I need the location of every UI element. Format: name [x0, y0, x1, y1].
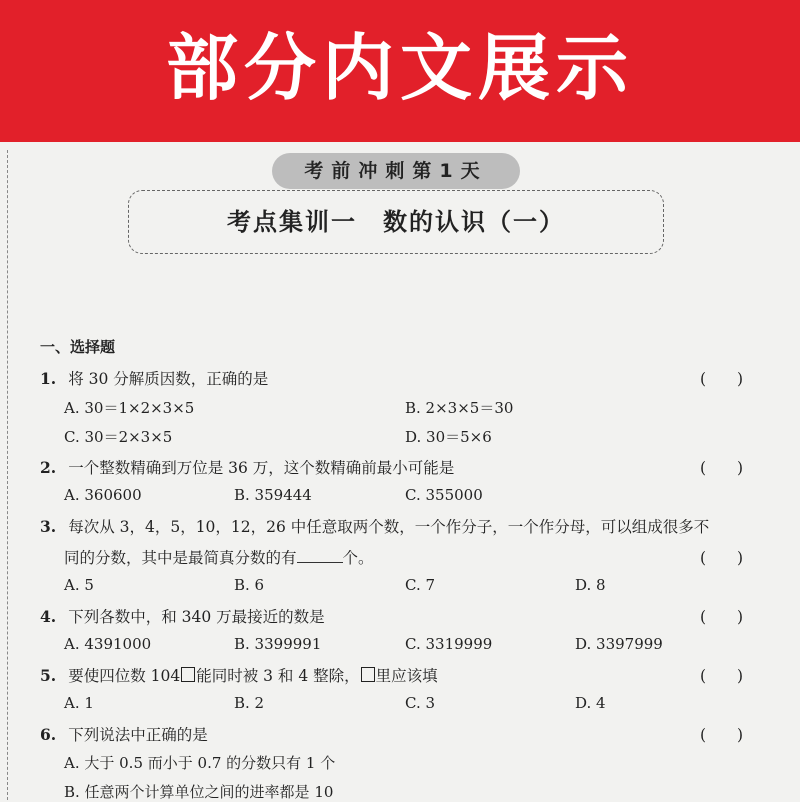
margin-dashed-line — [7, 150, 8, 800]
question-text: 里应该填 — [375, 667, 438, 685]
question-number: 3. — [40, 517, 57, 536]
question-number: 6. — [40, 725, 57, 744]
option-b: B. 任意两个计算单位之间的进率都是 10 — [64, 783, 334, 801]
promo-banner — [0, 0, 800, 142]
question-number: 5. — [40, 666, 57, 685]
option-d: D. 4 — [575, 694, 606, 712]
option-c: C. 3319999 — [405, 635, 493, 653]
option-c: C. 30＝2×3×5 — [64, 428, 173, 446]
answer-blank — [297, 548, 343, 563]
answer-paren: ( ) — [700, 549, 744, 567]
question-text: 每次从 3，4，5，10，12，26 中任意取两个数，一个作分子，一个作分母，可以组成很多不 — [68, 518, 710, 536]
answer-paren: ( ) — [700, 608, 744, 626]
option-a: A. 360600 — [64, 486, 142, 504]
question-3 — [40, 515, 709, 537]
option-b: B. 6 — [234, 576, 265, 594]
question-text: 同的分数，其中是最简真分数的有 — [64, 549, 297, 567]
option-b: B. 3399991 — [234, 635, 322, 653]
question-number: 1. — [40, 369, 57, 388]
section-title: 一、选择题 — [40, 338, 116, 356]
option-b: B. 359444 — [234, 486, 312, 504]
question-text: 要使四位数 104 — [68, 667, 181, 685]
option-d: D. 8 — [575, 576, 606, 594]
question-5 — [40, 664, 438, 686]
option-a: A. 30＝1×2×3×5 — [64, 399, 195, 417]
option-a: A. 4391000 — [64, 635, 152, 653]
question-text: 一个整数精确到万位是 36 万，这个数精确前最小可能是 — [68, 459, 455, 477]
question-text: 下列各数中，和 340 万最接近的数是 — [68, 608, 325, 626]
answer-paren: ( ) — [700, 667, 744, 685]
blank-box-icon — [361, 667, 375, 682]
blank-box-icon — [181, 667, 195, 682]
question-2 — [40, 456, 454, 478]
question-number: 2. — [40, 458, 57, 477]
option-c: C. 7 — [405, 576, 436, 594]
option-c: C. 3 — [405, 694, 436, 712]
question-text: 能同时被 3 和 4 整除， — [196, 667, 360, 685]
question-number: 4. — [40, 607, 57, 626]
option-c: C. 355000 — [405, 486, 483, 504]
option-d: D. 30＝5×6 — [405, 428, 492, 446]
option-a: A. 大于 0.5 而小于 0.7 的分数只有 1 个 — [64, 754, 336, 772]
question-4 — [40, 605, 325, 627]
answer-paren: ( ) — [700, 726, 744, 744]
topic-heading-box — [128, 190, 664, 254]
answer-paren: ( ) — [700, 459, 744, 477]
option-a: A. 1 — [64, 694, 94, 712]
question-text: 个。 — [342, 549, 374, 567]
option-b: B. 2 — [234, 694, 265, 712]
option-b: B. 2×3×5＝30 — [405, 399, 514, 417]
banner-title: 部分内文展示 — [165, 26, 634, 110]
topic-heading: 考点集训一 数的认识（一） — [227, 208, 565, 236]
question-text: 将 30 分解质因数，正确的是 — [68, 370, 269, 388]
question-6 — [40, 723, 208, 745]
answer-paren: ( ) — [700, 370, 744, 388]
option-d: D. 3397999 — [575, 635, 663, 653]
question-1 — [40, 367, 268, 389]
question-text: 下列说法中正确的是 — [68, 726, 208, 744]
option-a: A. 5 — [64, 576, 94, 594]
question-3-line-2 — [64, 546, 374, 568]
day-label-pill: 考前冲刺第1天 — [272, 153, 520, 189]
